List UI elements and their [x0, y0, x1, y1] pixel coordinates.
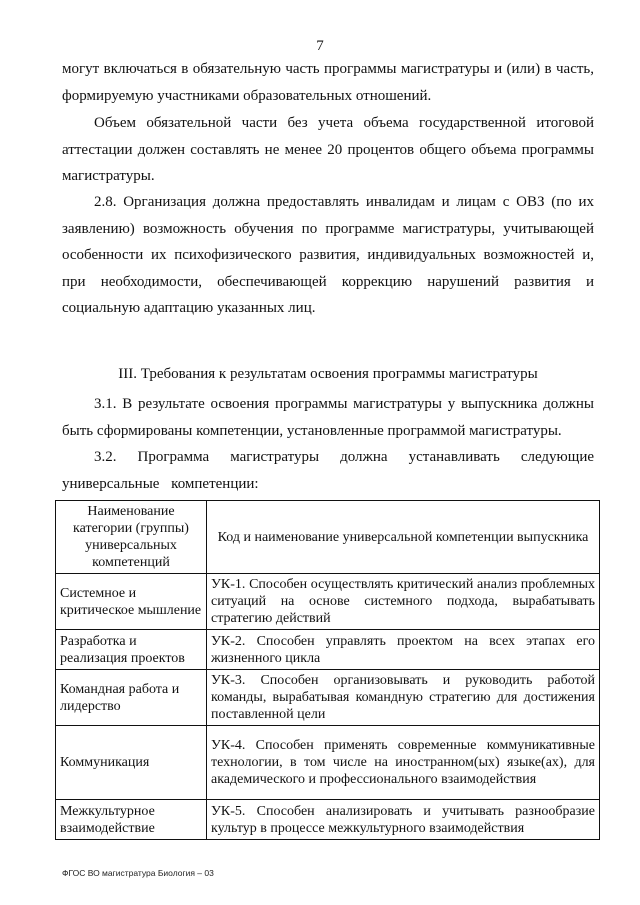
table-row	[56, 800, 600, 840]
table-row	[56, 726, 600, 800]
header-category: Наименование категории (группы) универсальных компетенций	[56, 501, 207, 574]
paragraph-2-8: 2.8. Организация должна предоставлять инвалидам и лицам с ОВЗ (по их заявлению) возможность обучения по программе магистратуры, учитывающей особенности их психофизического развития, индивидуальных возможностей и, при необходимости, обеспечивающей коррекцию нарушений развития и социальную адаптацию указанных лиц.	[62, 194, 594, 316]
competence-cell: УК-4. Способен применять современные коммуникативные технологии, в том числе на иностранном(ых) языке(ах), для академического и профессионального взаимодействия	[207, 726, 600, 800]
category-cell: Разработка и реализация проектов	[56, 630, 207, 670]
header-competence: Код и наименование универсальной компетенции выпускника	[207, 501, 600, 574]
category-cell: Коммуникация	[56, 726, 207, 800]
competence-cell: УК-1. Способен осуществлять критический анализ проблемных ситуаций на основе системного подхода, вырабатывать стратегию действий	[207, 574, 600, 630]
paragraph-mandatory-part-volume: Объем обязательной части без учета объема государственной итоговой аттестации должен составлять не менее 20 процентов общего объема программы магистратуры.	[62, 115, 594, 184]
table-header-row	[56, 501, 600, 574]
competence-cell: УК-5. Способен анализировать и учитывать разнообразие культур в процессе межкультурного взаимодействия	[207, 800, 600, 840]
category-cell: Системное и критическое мышление	[56, 574, 207, 630]
footer-document-code: ФГОС ВО магистратура Биология – 03	[62, 868, 214, 878]
competencies-table	[55, 500, 600, 840]
category-cell: Командная работа и лидерство	[56, 670, 207, 726]
table-row	[56, 670, 600, 726]
section-heading: III. Требования к результатам освоения программы магистратуры	[118, 366, 538, 382]
competence-cell: УК-3. Способен организовывать и руководить работой команды, вырабатывая командную стратегию для достижения поставленной цели	[207, 670, 600, 726]
paragraph-3-1: 3.1. В результате освоения программы магистратуры у выпускника должны быть сформированы компетенции, установленные программой магистратуры.	[62, 396, 594, 439]
table-row	[56, 574, 600, 630]
competence-cell: УК-2. Способен управлять проектом на всех этапах его жизненного цикла	[207, 630, 600, 670]
paragraph-3-2: 3.2. Программа магистратуры должна устанавливать следующие универсальные компетенции:	[62, 449, 594, 492]
paragraph-continuation: могут включаться в обязательную часть программы магистратуры и (или) в часть, формируемую участниками образовательных отношений.	[62, 61, 594, 104]
category-cell: Межкультурное взаимодействие	[56, 800, 207, 840]
table-row	[56, 630, 600, 670]
page-number: 7	[316, 38, 324, 54]
